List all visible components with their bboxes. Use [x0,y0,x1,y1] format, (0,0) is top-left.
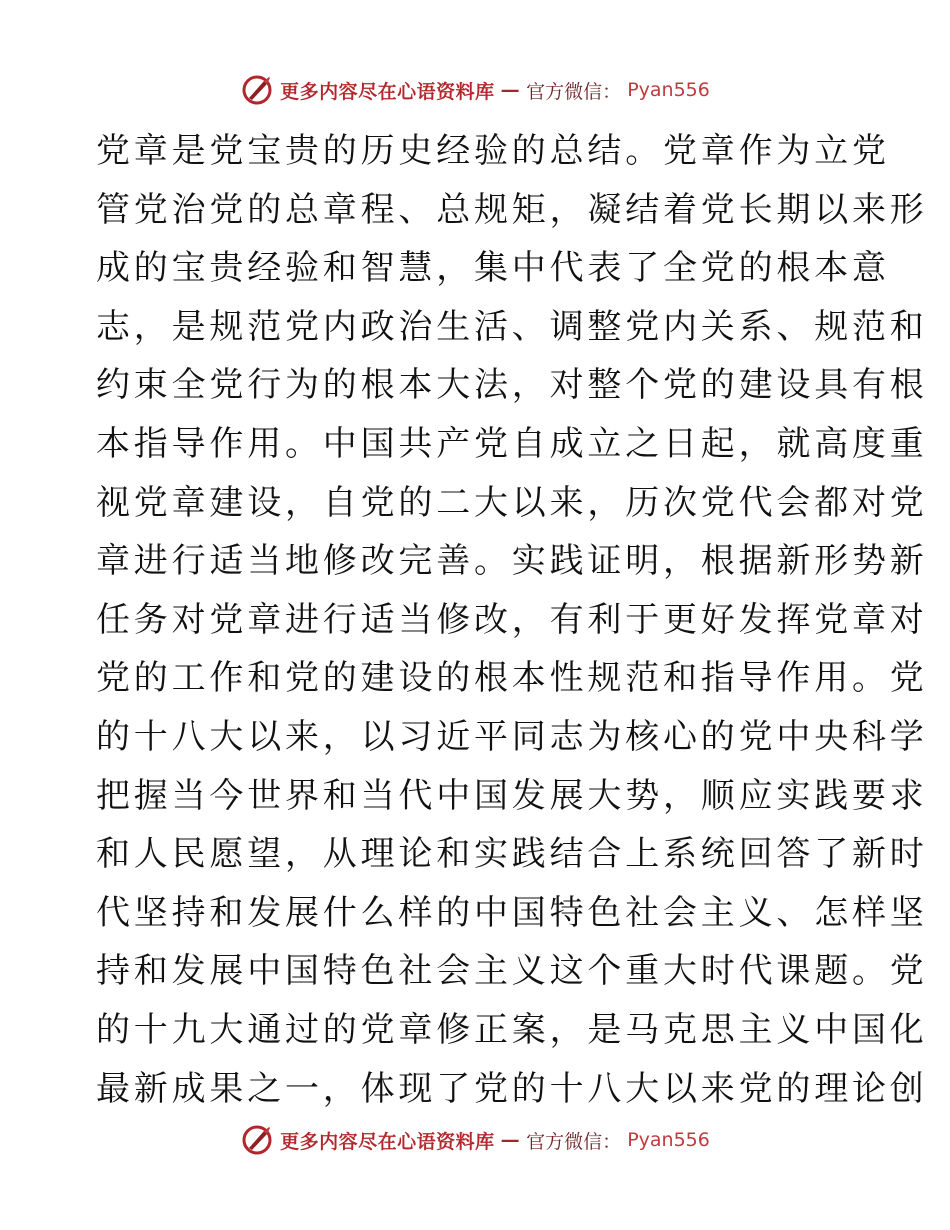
body-paragraph [96,122,928,1118]
text-line: 最新成果之一，体现了党的十八大以来党的理论创 [96,1068,928,1109]
text-line: 成的宝贵经验和智慧，集中代表了全党的根本意 [96,248,890,289]
quill-logo-icon [240,73,274,107]
text-line: 任务对党章进行适当修改，有利于更好发挥党章对 [96,599,928,640]
text-line: 视党章建设，自党的二大以来，历次党代会都对党 [96,482,928,523]
footer-watermark [0,1120,950,1160]
text-line: 约束全党行为的根本大法，对整个党的建设具有根 [96,365,928,406]
text-line: 持和发展中国特色社会主义这个重大时代课题。党 [96,951,928,992]
text-line: 代坚持和发展什么样的中国特色社会主义、怎样坚 [96,892,928,933]
text-line: 的十九大通过的党章修正案，是马克思主义中国化 [96,1009,928,1050]
watermark-dash: — [500,1129,521,1151]
text-line: 管党治党的总章程、总规矩，凝结着党长期以来形 [96,189,928,230]
watermark-brand-text: 更多内容尽在心语资料库 [280,1130,495,1153]
quill-logo-icon [240,1123,274,1157]
text-line: 把握当今世界和当代中国发展大势，顺应实践要求 [96,775,928,816]
watermark-dash: — [500,79,521,101]
watermark-brand-text: 更多内容尽在心语资料库 [280,80,495,103]
text-line: 志，是规范党内政治生活、调整党内关系、规范和 [96,306,928,347]
text-line: 党章是党宝贵的历史经验的总结。党章作为立党 [96,131,890,171]
watermark-official-label: 官方微信： [526,1130,622,1153]
watermark-wechat-id: Pyan556 [627,1129,710,1151]
text-line: 本指导作用。中国共产党自成立之日起，就高度重 [96,423,928,464]
text-line: 和人民愿望，从理论和实践结合上系统回答了新时 [96,834,928,875]
watermark-wechat-id: Pyan556 [627,79,710,101]
header-watermark [0,70,950,110]
watermark-official-label: 官方微信： [526,80,622,103]
text-line: 章进行适当地修改完善。实践证明，根据新形势新 [96,541,928,582]
text-line: 的十八大以来，以习近平同志为核心的党中央科学 [96,716,928,757]
text-line: 党的工作和党的建设的根本性规范和指导作用。党 [96,658,928,699]
